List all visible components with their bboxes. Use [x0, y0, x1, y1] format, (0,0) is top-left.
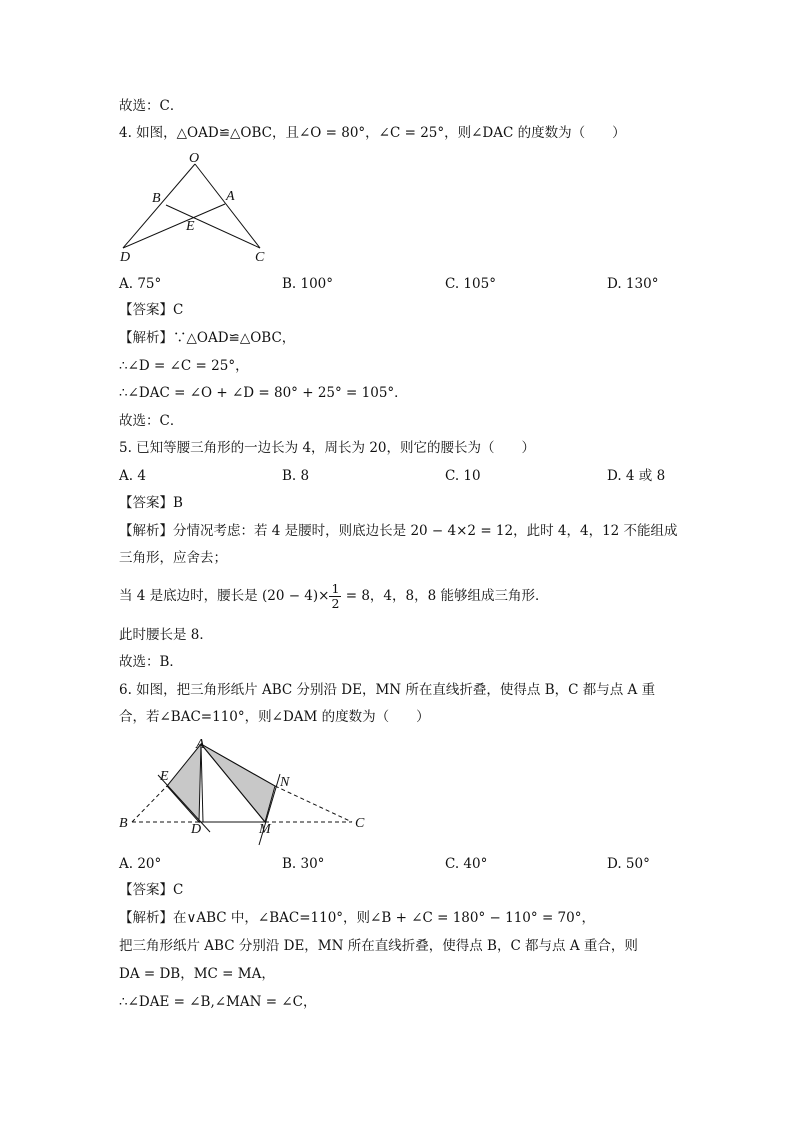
q5-answer: 【答案】B: [119, 495, 183, 511]
figure-q6: [112, 732, 374, 848]
label-O: O: [189, 151, 200, 166]
label-B: B: [119, 816, 128, 831]
label-D: D: [120, 250, 131, 265]
q4-answer: 【答案】C: [119, 302, 184, 318]
q4-option-d: D. 130°: [607, 276, 659, 292]
answer-line: 故选：C．: [119, 98, 184, 114]
question-6-text-1: 6. 如图，把三角形纸片 ABC 分别沿 DE，MN 所在直线折叠，使得点 B，C 都与点 A 重: [119, 682, 656, 698]
q6-analysis-1: 【解析】在∨ABC 中，∠BAC=110°，则∠B + ∠C = 180° − 110° = 70°，: [119, 910, 595, 926]
q5-option-d: D. 4 或 8: [607, 468, 666, 484]
q6-option-c: C. 40°: [445, 856, 488, 872]
label-M: M: [259, 822, 271, 837]
q4-analysis-3: ∴∠DAC = ∠O + ∠D = 80° + 25° = 105°．: [119, 385, 408, 401]
question-6-text-2: 合，若∠BAC=110°，则∠DAM 的度数为（ ）: [119, 709, 430, 725]
q4-analysis-2: ∴∠D = ∠C = 25°，: [119, 358, 249, 374]
label-C: C: [355, 816, 365, 831]
q5-analysis-3-pre: 当 4 是底边时，腰长是 (20 − 4)×: [119, 588, 330, 604]
q5-analysis-3-post: = 8，4，8，8 能够组成三角形．: [341, 588, 549, 604]
question-4-text: 4. 如图，△OAD≌△OBC，且∠O = 80°，∠C = 25°，则∠DAC 的度数为（ ）: [119, 125, 626, 141]
fraction-numerator: 1: [331, 581, 340, 596]
q5-analysis-1: 【解析】分情况考虑：若 4 是腰时，则底边长是 20 − 4×2 = 12，此时 4，4，12 不能组成: [119, 523, 678, 539]
q5-option-c: C. 10: [445, 468, 481, 484]
q4-option-a: A. 75°: [119, 276, 162, 292]
q4-option-c: C. 105°: [445, 276, 496, 292]
label-A: A: [196, 737, 205, 752]
q6-analysis-2: 把三角形纸片 ABC 分别沿 DE，MN 所在直线折叠，使得点 B，C 都与点 A 重合，则: [119, 938, 638, 954]
label-E: E: [160, 769, 169, 784]
q4-analysis-1: 【解析】∵△OAD≌△OBC，: [119, 330, 296, 346]
q4-option-b: B. 100°: [282, 276, 334, 292]
q5-analysis-3: [119, 578, 548, 614]
fraction-denominator: 2: [331, 596, 340, 611]
label-C: C: [255, 250, 265, 265]
q6-option-a: A. 20°: [119, 856, 162, 872]
q6-option-d: D. 50°: [607, 856, 650, 872]
q6-analysis-4: ∴∠DAE = ∠B,∠MAN = ∠C，: [119, 994, 317, 1010]
figure-q4: [110, 148, 280, 266]
label-D: D: [191, 822, 202, 837]
label-N: N: [280, 775, 290, 790]
label-E: E: [186, 219, 195, 234]
q5-option-a: A. 4: [119, 468, 146, 484]
q4-analysis-4: 故选：C．: [119, 413, 184, 429]
q5-analysis-4: 此时腰长是 8．: [119, 627, 213, 643]
question-5-text: 5. 已知等腰三角形的一边长为 4，周长为 20，则它的腰长为（ ）: [119, 440, 536, 456]
q6-answer: 【答案】C: [119, 882, 184, 898]
q6-option-b: B. 30°: [282, 856, 325, 872]
q5-option-b: B. 8: [282, 468, 310, 484]
q5-analysis-5: 故选：B．: [119, 654, 183, 670]
q5-analysis-2: 三角形，应舍去；: [119, 550, 227, 566]
q6-analysis-3: DA = DB，MC = MA，: [119, 966, 275, 982]
label-B: B: [152, 191, 161, 206]
label-A: A: [226, 189, 235, 204]
fraction-half: [329, 582, 341, 611]
